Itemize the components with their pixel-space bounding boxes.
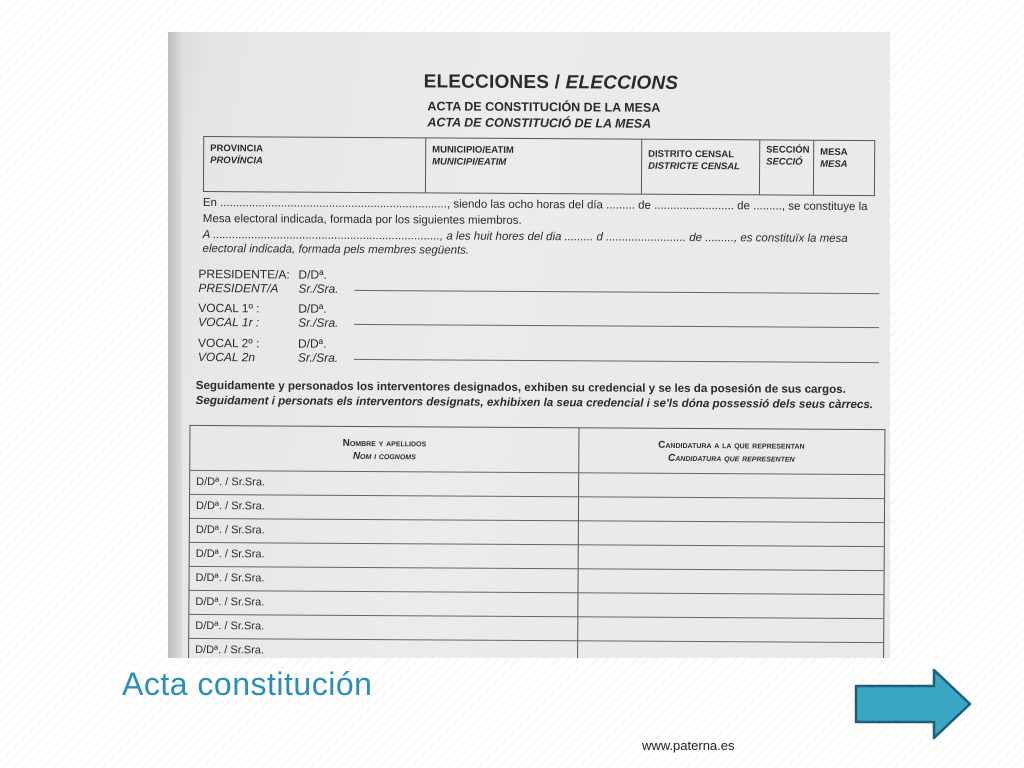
field-label-va: MUNICIPI/EATIM: [432, 156, 507, 168]
row-divider: [189, 614, 883, 619]
row-divider: [190, 518, 884, 523]
field-label-es: SECCIÓN: [766, 144, 810, 156]
field-distrito: [642, 140, 760, 195]
title-va: ELECCIONS: [565, 72, 679, 94]
column-header-es: Nombre y apellidos: [342, 437, 427, 450]
column-header-nombre: [190, 426, 578, 472]
seguidamente-va: Seguidament i personats els interventors designats, exhibixen la seua credencial i se'ls dóna possessió dels seus càrrecs.: [195, 393, 874, 412]
table-row-label: D/Dª. / Sr.Sra.: [195, 619, 265, 633]
role-title-es: D/Dª.: [297, 336, 327, 351]
signature-line: [354, 324, 879, 328]
field-label-es: DISTRITO CENSAL: [648, 148, 735, 161]
role-vocal-2: [197, 335, 339, 365]
role-label-es: PRESIDENTE/A:: [198, 266, 290, 282]
role-title-es: D/Dª.: [298, 301, 327, 316]
table-row-label: D/Dª. / Sr.Sra.: [195, 571, 265, 585]
role-label-va: PRESIDENT/A: [198, 280, 279, 296]
signature-line: [354, 290, 879, 294]
row-divider: [189, 638, 883, 643]
row-divider: [190, 494, 884, 499]
ballot-form: [168, 32, 890, 658]
role-title-va: Sr./Sra.: [298, 281, 339, 296]
table-row-label: D/Dª. / Sr.Sra.: [195, 499, 265, 513]
paragraph-va-line1: A ......................................................................., a les huit hores del dia ......... d ......................... de ........., es constituïx la mesa: [202, 229, 848, 245]
row-divider: [189, 590, 883, 595]
title-es: ELECCIONES /: [423, 71, 561, 94]
role-label-va: VOCAL 2n: [197, 349, 256, 365]
row-divider: [190, 566, 884, 571]
role-presidente: [198, 266, 339, 296]
table-row-label: D/Dª. / Sr.Sra.: [195, 547, 265, 561]
paragraph-va-line2: electoral indicada, formada pels membres següents.: [202, 243, 470, 257]
role-vocal-1: [198, 300, 339, 330]
interventores-table: [188, 425, 885, 658]
field-label-va: DISTRICTE CENSAL: [648, 160, 740, 173]
subtitle-va: ACTA DE CONSTITUCIÓ DE LA MESA: [427, 115, 652, 131]
field-mesa: [814, 141, 874, 195]
field-label-es: MUNICIPIO/EATIM: [432, 144, 514, 156]
field-municipio: [426, 138, 642, 193]
table-row-label: D/Dª. / Sr.Sra.: [195, 595, 265, 609]
role-label-es: VOCAL 2º :: [197, 335, 260, 351]
field-provincia: [204, 137, 426, 192]
header-fields-box: [203, 136, 875, 196]
table-row-label: D/Dª. / Sr.Sra.: [195, 523, 265, 537]
role-label-es: VOCAL 1º :: [198, 300, 260, 316]
field-label-va: MESA: [820, 158, 848, 170]
slide-caption: Acta constitución: [122, 666, 373, 702]
field-label-es: PROVINCIA: [210, 143, 264, 155]
column-header-es: Candidatura a la que representan: [658, 439, 805, 452]
column-divider: [577, 428, 579, 658]
paragraph-es-line2: Mesa electoral indicada, formada por los siguientes miembros.: [202, 213, 522, 227]
field-label-es: MESA: [820, 146, 848, 158]
right-arrow-icon[interactable]: [854, 668, 972, 740]
subtitle-es: ACTA DE CONSTITUCIÓN DE LA MESA: [427, 99, 661, 115]
row-divider: [190, 542, 884, 547]
signature-line: [354, 359, 879, 363]
footer-url[interactable]: www.paterna.es: [642, 738, 735, 753]
role-title-va: Sr./Sra.: [297, 350, 339, 365]
column-header-va: Candidatura que representen: [667, 452, 795, 465]
seguidamente-es: Seguidamente y personados los interventores designados, exhiben su credencial y se les da posesión de sus cargos.: [195, 378, 846, 396]
role-title-es: D/Dª.: [298, 267, 327, 282]
document-photo: [168, 32, 890, 658]
form-title: [424, 71, 679, 95]
field-label-va: SECCIÓ: [766, 156, 803, 168]
role-title-va: Sr./Sra.: [298, 315, 339, 330]
role-label-va: VOCAL 1r :: [198, 314, 260, 330]
column-header-va: Nom i cognoms: [352, 450, 416, 463]
field-seccion: [760, 140, 814, 194]
column-header-candidatura: [578, 428, 884, 474]
paragraph-es-line1: En ......................................................................., siendo las ocho horas del día ......... de ......................... de ........., se constituye la: [202, 197, 868, 214]
table-row-label: D/Dª. / Sr.Sra.: [195, 643, 265, 657]
field-label-va: PROVÍNCIA: [210, 155, 263, 167]
table-row-label: D/Dª. / Sr.Sra.: [196, 475, 266, 489]
